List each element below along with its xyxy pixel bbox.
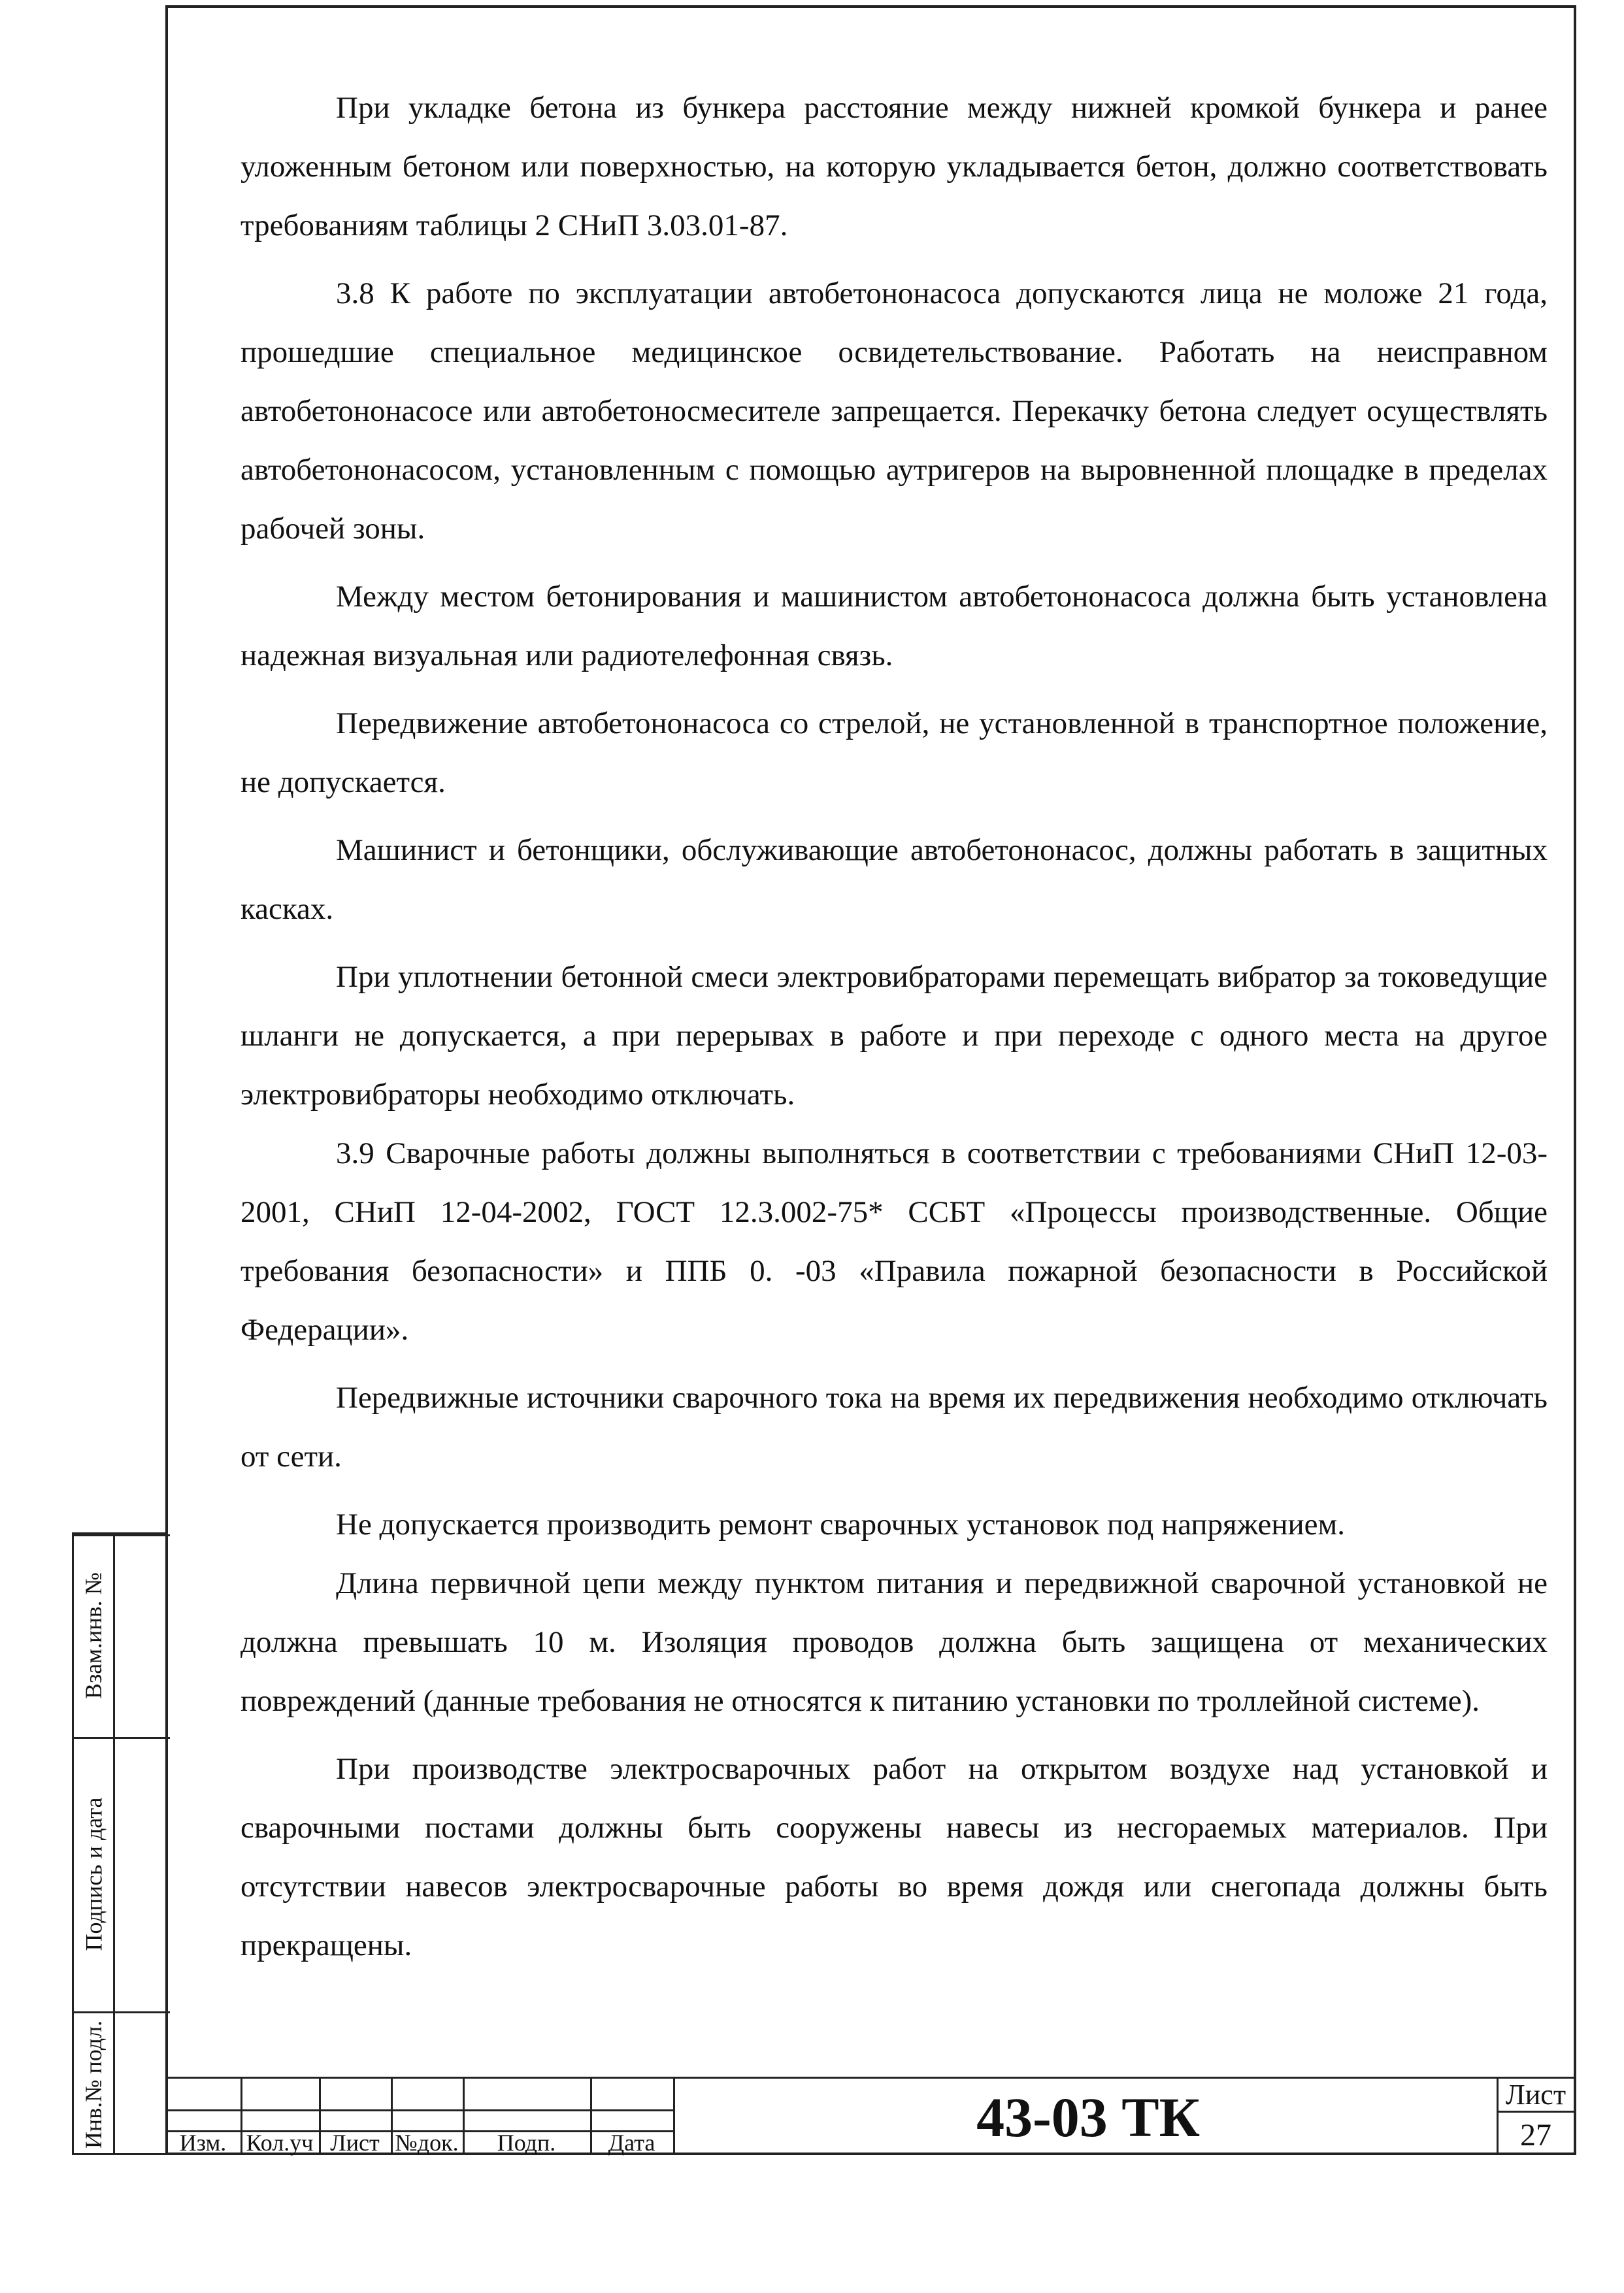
title-block-col-line: [673, 2077, 675, 2155]
paragraph: 3.9 Сварочные работы должны выполняться в соответствии с требованиями СНиП 12-03-2001, СНиП 12-04-2002, ГОСТ 12.3.002-75* ССБТ «Процессы производственные. Общие требования безопасности» и ППБ 0. -03 «Правила пожарной безопасности в Российской Федерации».: [240, 1136, 1548, 1347]
side-stamp: [72, 1532, 168, 2155]
col-kol-uch: Кол.уч: [246, 2130, 314, 2156]
paragraph: При уплотнении бетонной смеси электровибраторами перемещать вибратор за токоведущие шланги не допускается, а при перерывах в работе и при переходе с одного места на другое электровибраторы необходимо отключать.: [240, 960, 1548, 1112]
inv-podl-label: Инв.№ подл.: [80, 2020, 107, 2149]
sheet-label: Лист: [1505, 2079, 1566, 2111]
document-body: [240, 78, 1548, 1975]
col-data: Дата: [608, 2130, 655, 2156]
col-izm: Изм.: [179, 2130, 227, 2156]
sheet-number: 27: [1520, 2118, 1551, 2153]
paragraph: Передвижные источники сварочного тока на время их передвижения необходимо отключать от сети.: [240, 1381, 1548, 1474]
paragraph: Длина первичной цепи между пунктом питания и передвижной сварочной установкой не должна превышать 10 м. Изоляция проводов должна быть защищена от механических повреждений (данные требования не относятся к питанию установки по троллейной системе).: [240, 1566, 1548, 1718]
title-block-top-line: [165, 2077, 1576, 2079]
paragraph: Машинист и бетонщики, обслуживающие автобетононасос, должны работать в защитных касках.: [240, 833, 1548, 926]
paragraph: При укладке бетона из бункера расстояние между нижней кромкой бункера и ранее уложенным бетоном или поверхностью, на которую укладывается бетон, должно соответствовать требованиям таблицы 2 СНиП 3.03.01-87.: [240, 91, 1548, 242]
paragraph: 3.8 К работе по эксплуатации автобетононасоса допускаются лица не моложе 21 года, прошедшие специальное медицинское освидетельствование. Работать на неисправном автобетононасосе или автобетоносмесителе запрещается. Перекачку бетона следует осуществлять автобетононасосом, установленным с помощью аутригеров на выровненной площадке в пределах рабочей зоны.: [240, 276, 1548, 546]
podpis-data-label: Подпись и дата: [80, 1797, 107, 1951]
vzam-inv-label: Взам.инв. №: [80, 1572, 107, 1699]
paragraph: При производстве электросварочных работ на открытом воздухе над установкой и сварочными постами должны быть сооружены навесы из несгораемых материалов. При отсутствии навесов электросварочные работы во время дождя или снегопада должны быть прекращены.: [240, 1752, 1548, 1962]
document-code: 43-03 ТК: [976, 2086, 1200, 2149]
col-list: Лист: [330, 2130, 380, 2156]
paragraph: Не допускается производить ремонт сварочных установок под напряжением.: [336, 1508, 1346, 1542]
paragraph: Между местом бетонирования и машинистом автобетононасоса должна быть установлена надежная визуальная или радиотелефонная связь.: [240, 580, 1548, 672]
col-podp: Подп.: [497, 2130, 556, 2156]
col-ndok: №док.: [395, 2130, 459, 2156]
paragraph: Передвижение автобетононасоса со стрелой, не установленной в транспортное положение, не допускается.: [240, 706, 1548, 799]
